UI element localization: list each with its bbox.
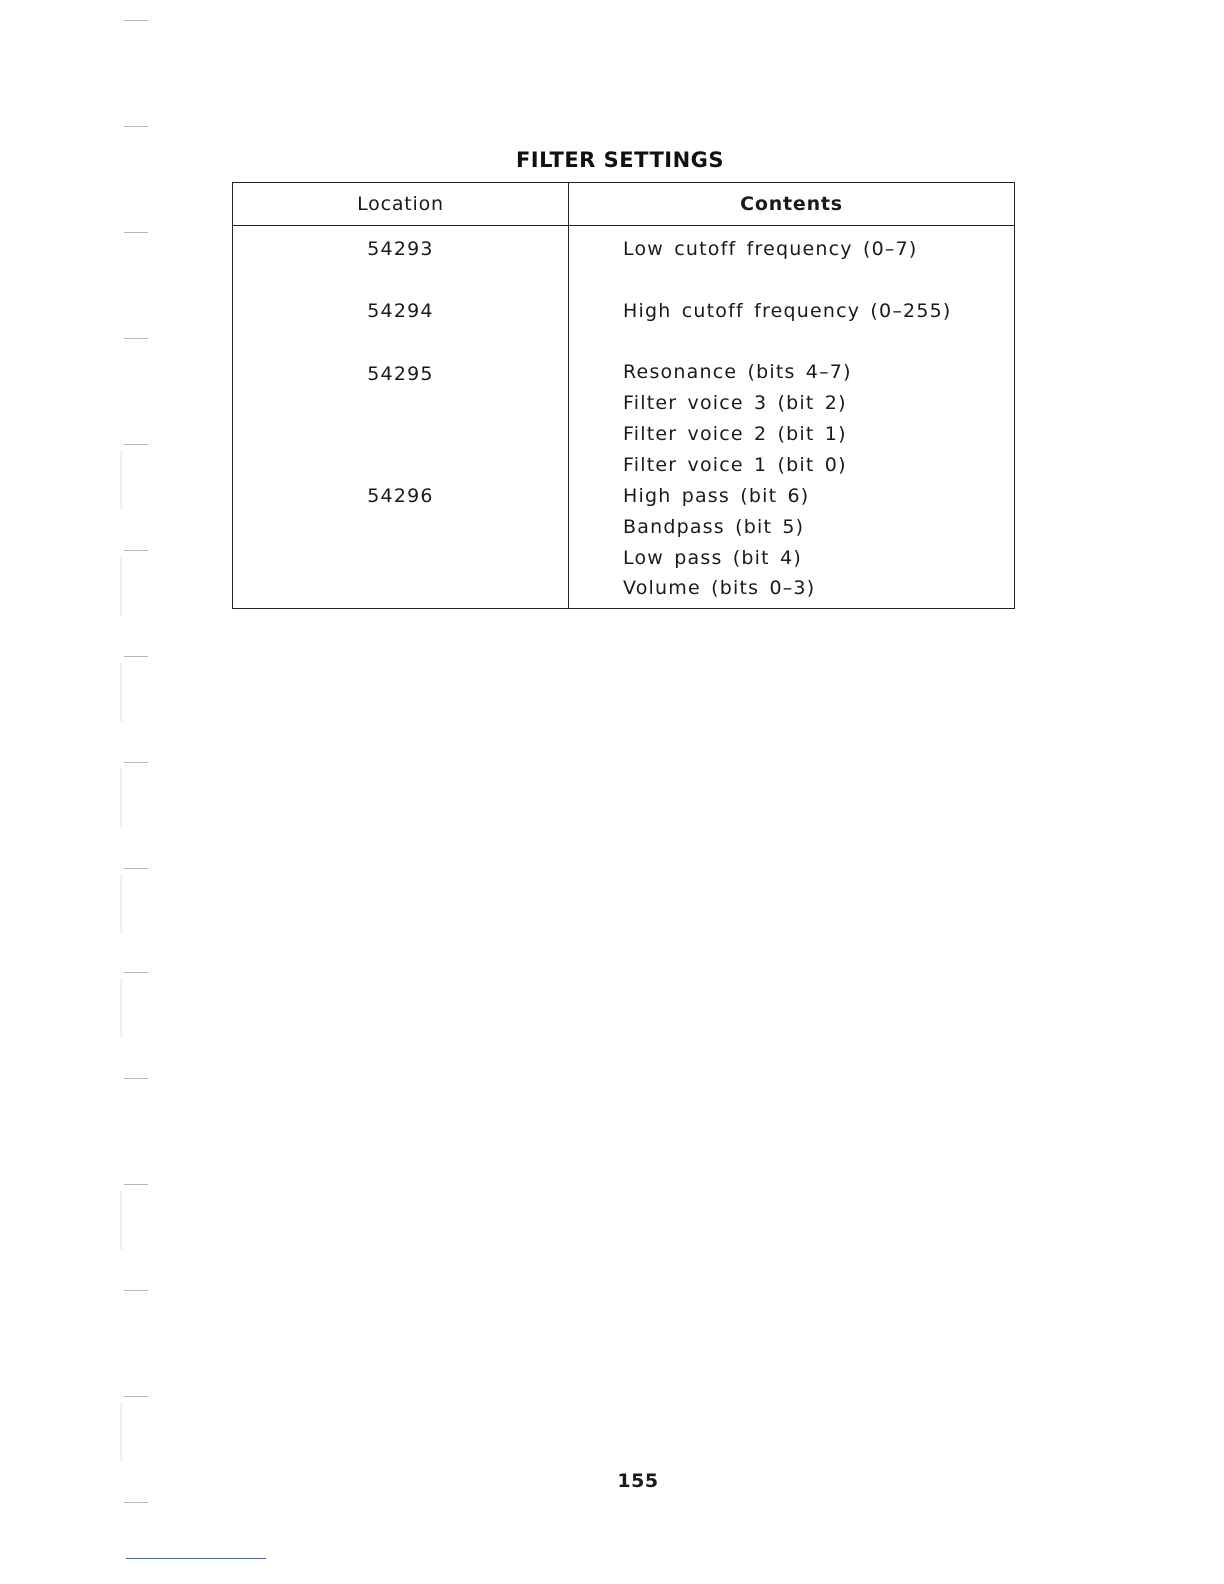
binding-mark [124, 338, 148, 339]
contents-line: Bandpass (bit 5) [623, 516, 805, 538]
location-column-header: Location [233, 183, 569, 226]
binding-edge [120, 662, 122, 722]
table-body-row [233, 226, 1015, 609]
bottom-rule [126, 1558, 266, 1559]
binding-mark [124, 550, 148, 551]
binding-mark [124, 1184, 148, 1185]
page-number: 155 [617, 1470, 659, 1492]
binding-mark [124, 972, 148, 973]
location-value: 54296 [367, 485, 434, 507]
binding-edge [120, 874, 122, 934]
contents-line: Low pass (bit 4) [623, 547, 802, 569]
binding-mark [124, 1396, 148, 1397]
binding-marks [118, 0, 158, 1584]
binding-edge [120, 556, 122, 616]
binding-mark [124, 126, 148, 127]
binding-mark [124, 444, 148, 445]
location-value: 54294 [367, 300, 434, 322]
binding-mark [124, 656, 148, 657]
location-column [233, 226, 569, 609]
binding-edge [120, 978, 122, 1038]
binding-mark [124, 1290, 148, 1291]
binding-mark [124, 762, 148, 763]
contents-line: Low cutoff frequency (0–7) [623, 238, 918, 260]
binding-mark [124, 868, 148, 869]
location-value: 54293 [367, 238, 434, 260]
binding-edge [120, 768, 122, 828]
contents-line: Resonance (bits 4–7) [623, 361, 852, 383]
table-title: FILTER SETTINGS [515, 148, 725, 172]
binding-mark [124, 1502, 148, 1503]
location-value: 54295 [367, 363, 434, 385]
binding-edge [120, 1190, 122, 1250]
table-header-row [233, 183, 1015, 226]
contents-column-header: Contents [569, 183, 1015, 226]
contents-line: High cutoff frequency (0–255) [623, 300, 952, 322]
contents-column [569, 226, 1015, 609]
contents-line: High pass (bit 6) [623, 485, 810, 507]
filter-settings-table [232, 182, 1015, 609]
binding-edge [120, 1402, 122, 1462]
binding-mark [124, 232, 148, 233]
contents-line: Filter voice 1 (bit 0) [623, 454, 847, 476]
binding-mark [124, 1078, 148, 1079]
contents-line: Filter voice 3 (bit 2) [623, 392, 847, 414]
contents-line: Filter voice 2 (bit 1) [623, 423, 847, 445]
binding-edge [120, 450, 122, 510]
binding-mark [124, 20, 148, 21]
contents-line: Volume (bits 0–3) [623, 577, 816, 599]
